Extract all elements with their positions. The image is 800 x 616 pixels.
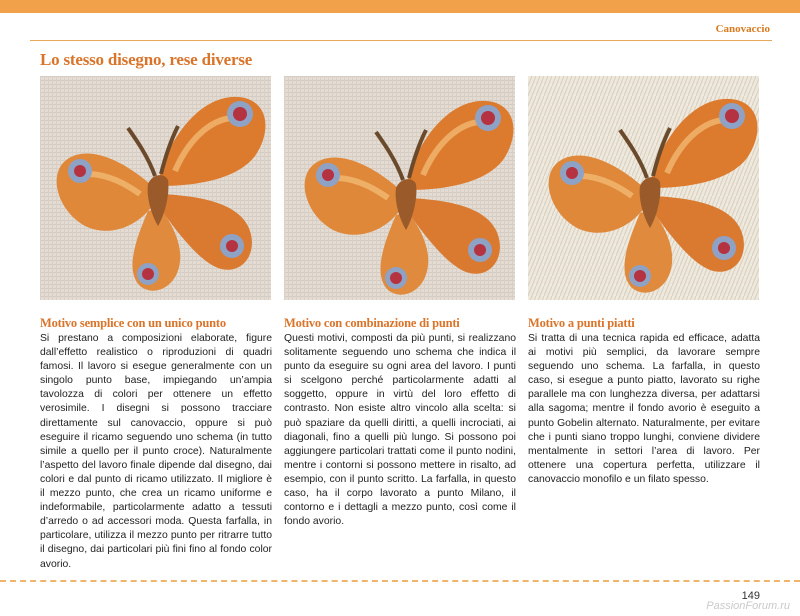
column-body: Si tratta di una tecnica rapida ed efficace, adatta ai motivi più semplici, da lavorare sempre seguendo uno schema. La farfalla, in questo caso, si esegue a punto piatto, lavorato su righe parallele ma con lunghezza diversa, per adattarsi alla sagoma; mentre il fondo avorio è eseguito a punto Gobelin alternato. Naturalmente, per evitare che i punti siano troppo lunghi, conviene dividere mentalmente in settori l’area di lavoro. Per ottenere una copertura perfetta, utilizzare il canovaccio monofilo e un filato spesso. [528,333,760,485]
section-tag: Canovaccio [715,23,770,35]
watermark: PassionForum.ru [706,600,790,612]
column-simple-motif [40,316,272,572]
column-combined-motif [284,316,516,529]
column-heading: Motivo con combinazione di punti [284,316,460,330]
butterfly-photo-flat-stitches [528,76,759,300]
column-flat-motif [528,316,760,487]
header-rule [30,40,772,41]
page-number: 149 [741,590,760,602]
butterfly-photo-combined-stitches [284,76,515,300]
butterfly-photo-half-stitch [40,76,271,300]
column-body: Questi motivi, composti da più punti, si realizzano solitamente seguendo uno schema che indica il punto da eseguire su ogni area del lavoro. I punti si scelgono perché particolarmente adatti al soggetto, oppure in virtù del loro effetto di contrasto. Non esiste altro vincolo alla scelta: si può spaziare da quelli diritti, a quelli incrociati, ai diagonali, fino a quelli più lungo. Si possono poi aggiungere particolari trattati come il punto nodini, mentre i contorni si possono mettere in risalto, ad esempio, con il punto scritto. La farfalla, in questo caso, ha il corpo lavorato a punto Milano, il contorno e i dettagli a mezzo punto, così come il fondo avorio. [284,333,516,528]
page-title: Lo stesso disegno, rese diverse [40,50,253,69]
column-heading: Motivo a punti piatti [528,316,635,330]
column-heading: Motivo semplice con un unico punto [40,316,226,330]
footer-rule [0,580,800,582]
column-body: Si prestano a composizioni elaborate, figure dall’effetto realistico o riproduzioni di quadri famosi. Il lavoro si esegue generalmente con un singolo punto base, impiegando un’ampia tavolozza di colori per ottenere un effetto verosimile. I disegni si possono tracciare direttamente sul canovaccio, oppure si può eseguire il ricamo seguendo uno schema (in tutto simile a quello per il punto croce). Naturalmente l’aspetto del lavoro finale dipende dal disegno, dai colori e dal punto di ricamo utilizzato. Il migliore è il mezzo punto, che crea un ricamo uniforme e indeformabile, particolarmente adatto a tessuti d’arredo o ad accessori moda. Questa farfalla, in particolare, utilizza il mezzo punto per ritrarre tutto il disegno, dai particolari più fini fino al fondo color avorio. [40,333,272,570]
top-color-bar [0,0,800,13]
